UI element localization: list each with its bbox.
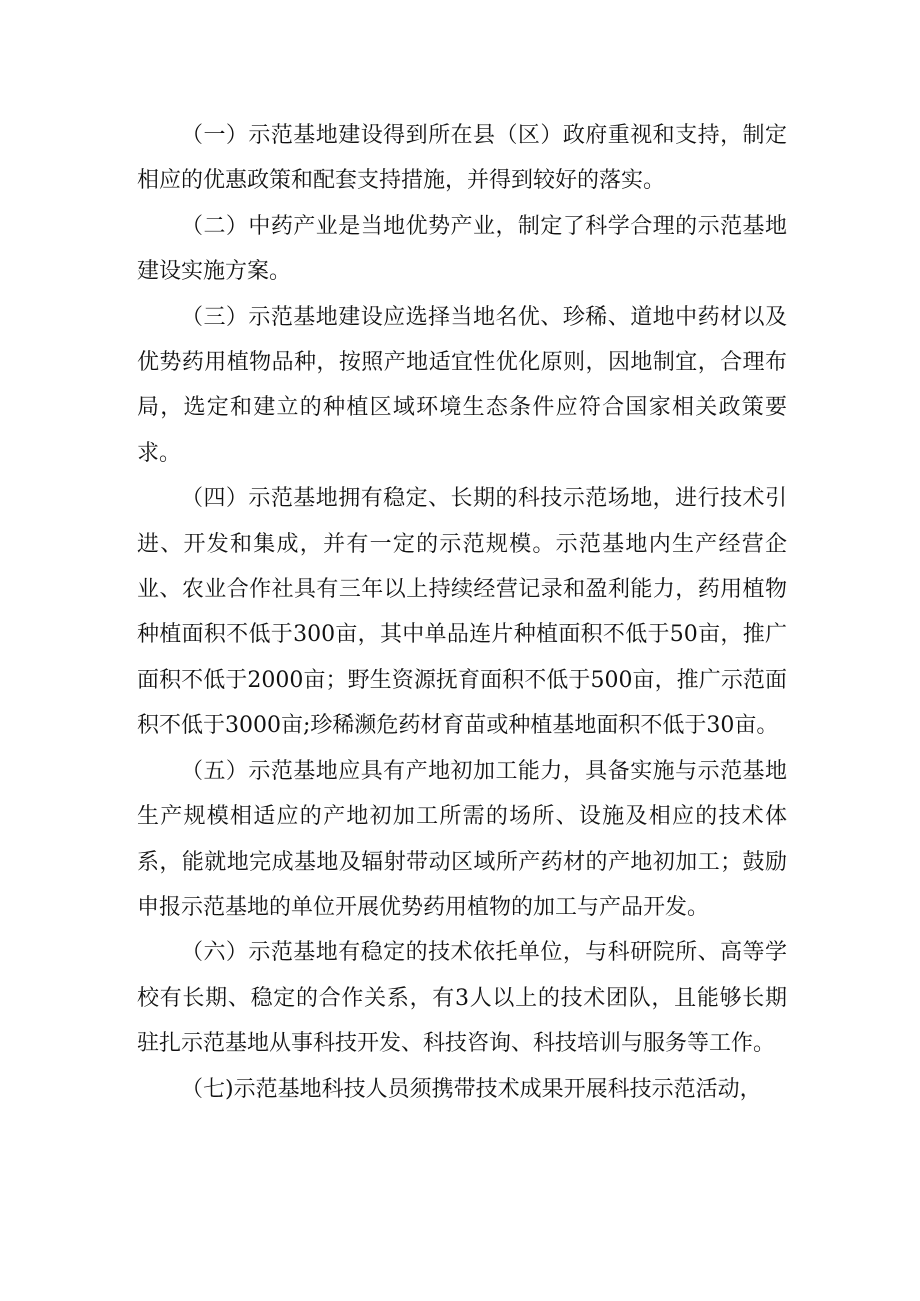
paragraph-1: （一）示范基地建设得到所在县（区）政府重视和支持，制定相应的优惠政策和配套支持措施，并得到较好的落实。 [137, 123, 787, 194]
paragraph-2: （二）中药产业是当地优势产业，制定了科学合理的示范基地建设实施方案。 [137, 213, 787, 285]
paragraph-4: （四）示范基地拥有稳定、长期的科技示范场地，进行技术引进、开发和集成，并有一定的示范规模。示范基地内生产经营企业、农业合作社具有三年以上持续经营记录和盈利能力，药用植物种植面积不低于300亩，其中单品连片种植面积不低于50亩，推广面积不低于2000亩；野生资源抚育面积不低于500亩，推广示范面积不低于3000亩;珍稀濒危药材育苗或种植基地面积不低于30亩。 [137, 486, 787, 739]
paragraph-7: （七)示范基地科技人员须携带技术成果开展科技示范活动， [181, 1076, 762, 1102]
paragraph-3: （三）示范基地建设应选择当地名优、珍稀、道地中药材以及优势药用植物品种，按照产地适宜性优化原则，因地制宜，合理布局，选定和建立的种植区域环境生态条件应符合国家相关政策要求。 [137, 304, 787, 466]
paragraph-6: （六）示范基地有稳定的技术依托单位，与科研院所、高等学校有长期、稳定的合作关系，有3人以上的技术团队，且能够长期驻扎示范基地从事科技开发、科技咨询、科技培训与服务等工作。 [137, 940, 787, 1057]
document-page [137, 113, 787, 1112]
paragraph-5: （五）示范基地应具有产地初加工能力，具备实施与示范基地生产规模相适应的产地初加工所需的场所、设施及相应的技术体系，能就地完成基地及辐射带动区域所产药材的产地初加工；鼓励申报示范基地的单位开展优势药用植物的加工与产品开发。 [137, 758, 787, 920]
